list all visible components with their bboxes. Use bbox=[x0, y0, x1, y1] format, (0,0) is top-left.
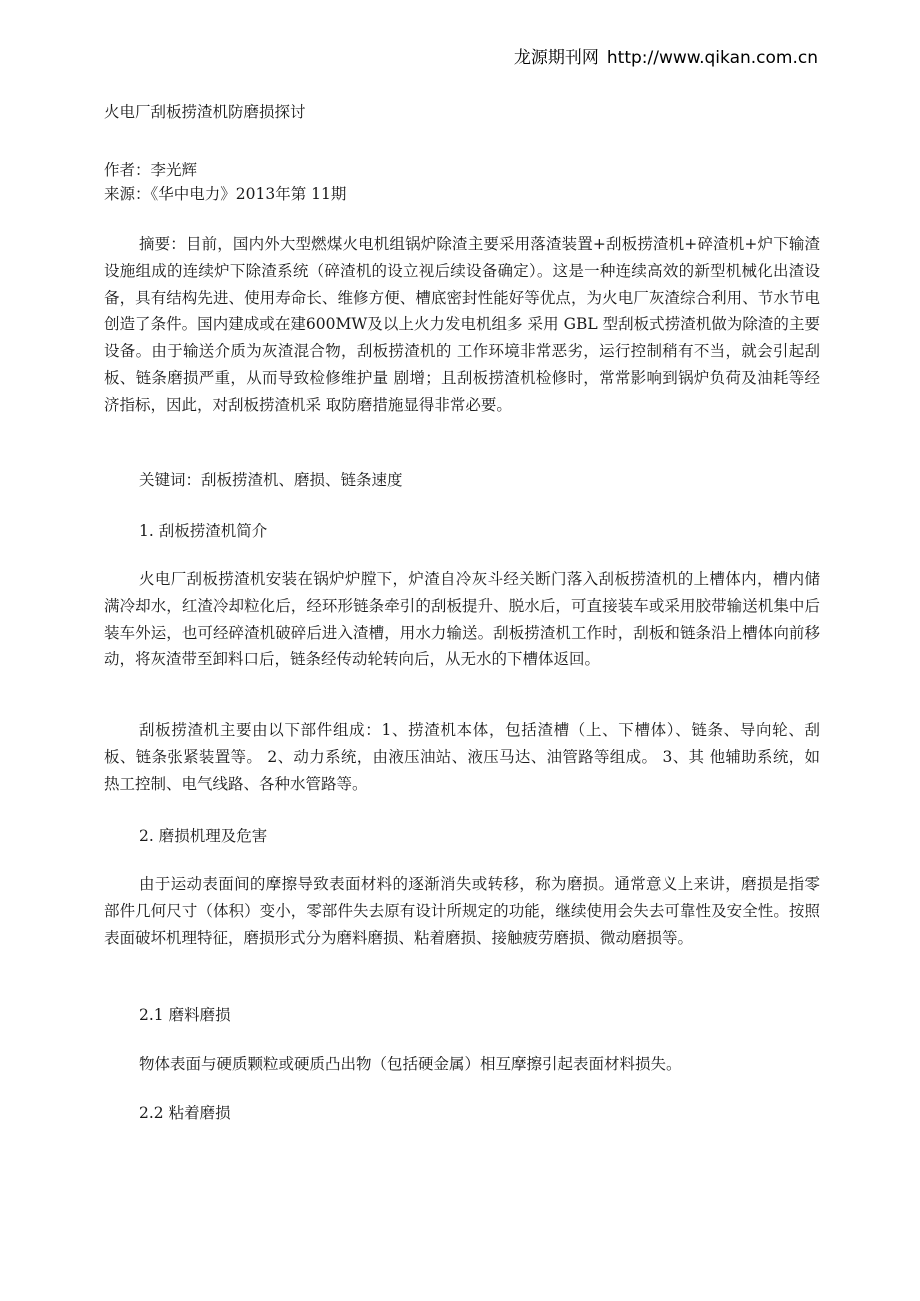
section-2-body bbox=[104, 871, 820, 951]
page-header bbox=[514, 43, 818, 68]
article-meta bbox=[104, 158, 820, 206]
section-2 bbox=[104, 823, 820, 849]
section-2-heading: 2. 磨损机理及危害 bbox=[139, 827, 268, 845]
section-1 bbox=[104, 518, 820, 544]
site-url-link[interactable]: http://www.qikan.com.cn bbox=[606, 48, 818, 68]
section-1-paragraph-2: 刮板捞渣机主要由以下部件组成：1、捞渣机本体，包括渣槽（上、下槽体）、链条、导向轮、刮板、链条张紧装置等。 2、动力系统，由液压油站、液压马达、油管路等组成。 3、其 他辅助系统，如热工控制、电气线路、各种水管路等。 bbox=[104, 721, 820, 793]
keywords-block bbox=[104, 467, 820, 494]
section-1-body-2 bbox=[104, 717, 820, 797]
section-2-2-heading: 2.2 粘着磨损 bbox=[139, 1104, 231, 1122]
section-2-1 bbox=[104, 1002, 820, 1028]
section-2-1-body bbox=[104, 1051, 820, 1078]
abstract-block bbox=[104, 231, 820, 419]
section-2-1-heading: 2.1 磨料磨损 bbox=[139, 1006, 231, 1024]
site-name: 龙源期刊网 bbox=[513, 48, 599, 68]
section-2-1-paragraph: 物体表面与硬质颗粒或硬质凸出物（包括硬金属）相互摩擦引起表面材料损失。 bbox=[139, 1055, 682, 1073]
abstract-paragraph: 摘要：目前，国内外大型燃煤火电机组锅炉除渣主要采用落渣装置+刮板捞渣机+碎渣机+炉下输渣设施组成的连续炉下除渣系统（碎渣机的设立视后续设备确定）。这是一种连续高效的新型机械化出渣设备，具有结构先进、使用寿命长、维修方便、槽底密封性能好等优点，为火电厂灰渣综合利用、节水节电创造了条件。国内建成或在建600MW及以上火力发电机组多 采用 GBL 型刮板式捞渣机做为除渣的主要设备。由于输送介质为灰渣混合物，刮板捞渣机的 工作环境非常恶劣，运行控制稍有不当，就会引起刮板、链条磨损严重，从而导致检修维护量 剧增；且刮板捞渣机检修时，常常影响到锅炉负荷及油耗等经济指标，因此，对刮板捞渣机采 取防磨措施显得非常必要。 bbox=[104, 235, 820, 414]
keywords-line: 关键词：刮板捞渣机、磨损、链条速度 bbox=[139, 471, 403, 489]
section-2-2 bbox=[104, 1100, 820, 1126]
article-title: 火电厂刮板捞渣机防磨损探讨 bbox=[104, 103, 306, 121]
section-1-body bbox=[104, 566, 820, 673]
section-1-paragraph-1: 火电厂刮板捞渣机安装在锅炉炉膛下，炉渣自冷灰斗经关断门落入刮板捞渣机的上槽体内，槽内储满冷却水，红渣冷却粒化后，经环形链条牵引的刮板提升、脱水后，可直接装车或采用胶带输送机集中后装车外运，也可经碎渣机破碎后进入渣槽，用水力输送。刮板捞渣机工作时，刮板和链条沿上槽体向前移动，将灰渣带至卸料口后，链条经传动轮转向后，从无水的下槽体返回。 bbox=[104, 570, 820, 669]
source-line: 来源：《华中电力》2013年第 11期 bbox=[104, 185, 347, 203]
section-2-paragraph-1: 由于运动表面间的摩擦导致表面材料的逐渐消失或转移，称为磨损。通常意义上来讲，磨损是指零部件几何尺寸（体积）变小，零部件失去原有设计所规定的功能，继续使用会失去可靠性及安全性。按照表面破坏机理特征，磨损形式分为磨料磨损、粘着磨损、接触疲劳磨损、微动磨损等。 bbox=[104, 875, 820, 947]
author-line: 作者：李光辉 bbox=[104, 161, 198, 179]
section-1-heading: 1. 刮板捞渣机简介 bbox=[139, 522, 268, 540]
